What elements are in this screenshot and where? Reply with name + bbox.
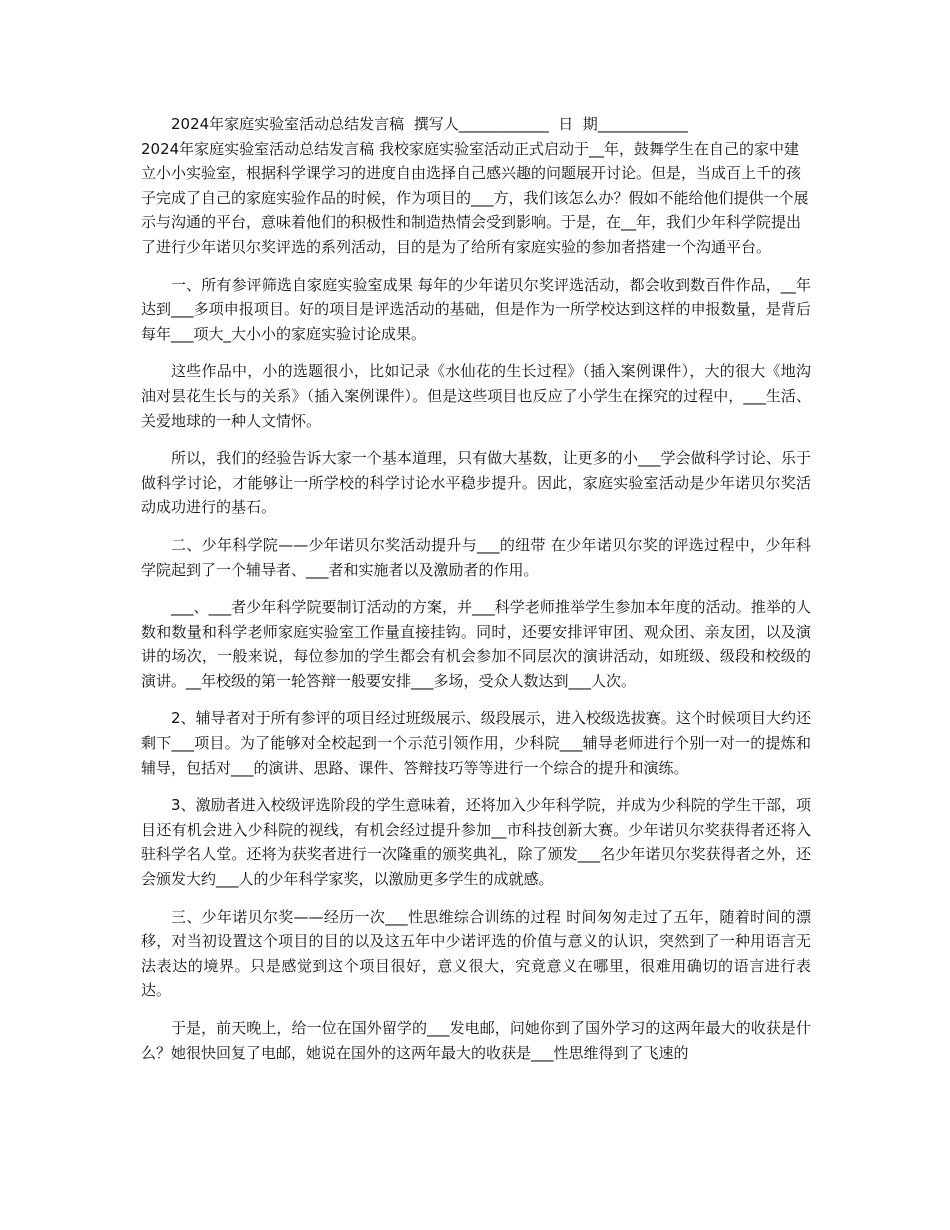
body-paragraph-9: 于是，前天晚上，给一位在国外留学的___发电邮，问她你到了国外学习的这两年最大的收获是什么？她很快回复了电邮，她说在国外的这两年最大的收获是___性思维得到了飞速的 [141, 1019, 811, 1062]
body-paragraph-3: 所以，我们的经验告诉大家一个基本道理，只有做大基数，让更多的小___学会做科学讨论、乐于做科学讨论，才能够让一所学校的科学讨论水平稳步提升。因此，家庭实验室活动是少年诺贝尔奖活动成功进行的基石。 [141, 449, 811, 517]
body-paragraph-5: ___、___者少年科学院要制订活动的方案，并___科学老师推举学生参加本年度的活动。推举的人数和数量和科学老师家庭实验室工作量直接挂钩。同时，还要安排评审团、观众团、亲友团，以及演讲的场次，一般来说，每位参加的学生都会有机会参加不同层次的演讲活动，如班级、级段和校级的演讲。__年校级的第一轮答辩一般要安排___多场，受众人数达到___人次。 [141, 598, 811, 690]
body-paragraph-4: 二、少年科学院——少年诺贝尔奖活动提升与___的纽带 在少年诺贝尔奖的评选过程中，少年科学院起到了一个辅导者、___者和实施者以及激励者的作用。 [141, 535, 811, 579]
body-paragraph-8: 三、少年诺贝尔奖——经历一次___性思维综合训练的过程 时间匆匆走过了五年，随着时间的漂移，对当初设置这个项目的目的以及这五年中少诺评选的价值与意义的认识，突然到了一种用语言无法表达的境界。只是感觉到这个项目很好，意义很大，究竟意义在哪里，很难用确切的语言进行表达。 [141, 907, 811, 1000]
document-header-line: 2024年家庭实验室活动总结发言稿 撰写人____________ 日 期____________ [171, 115, 688, 133]
document-intro-paragraph: 2024年家庭实验室活动总结发言稿 我校家庭实验室活动正式启动于__年，鼓舞学生在自己的家中建立小小实验室，根据科学课学习的进度自由选择自己感兴趣的问题展开讨论。但是，当成百上千的孩子完成了自己的家庭实验作品的时候，作为项目的___方，我们该怎么办？假如不能给他们提供一个展示与沟通的平台，意味着他们的积极性和制造热情会受到影响。于是，在__年，我们少年科学院提出了进行少年诺贝尔奖评选的系列活动，目的是为了给所有家庭实验的参加者搭建一个沟通平台。 [141, 139, 809, 256]
body-paragraph-7: 3、激励者进入校级评选阶段的学生意味着，还将加入少年科学院，并成为少科院的学生干部，项目还有机会进入少科院的视线，有机会经过提升参加__市科技创新大赛。少年诺贝尔奖获得者还将入驻科学名人堂。还将为获奖者进行一次隆重的颁奖典礼，除了颁发___名少年诺贝尔奖获得者之外，还会颁发大约___人的少年科学家奖，以激励更多学生的成就感。 [141, 796, 811, 889]
document-body [141, 112, 811, 1078]
body-paragraph-6: 2、辅导者对于所有参评的项目经过班级展示、级段展示，进入校级选拔赛。这个时候项目大约还剩下___项目。为了能够对全校起到一个示范引领作用，少科院___辅导老师进行个别一对一的提炼和辅导，包括对___的演讲、思路、课件、答辩技巧等等进行一个综合的提升和演练。 [141, 709, 811, 777]
body-paragraph-2: 这些作品中，小的选题很小，比如记录《水仙花的生长过程》（插入案例课件），大的很大《地沟油对昙花生长与的关系》（插入案例课件）。但是这些项目也反应了小学生在探究的过程中，___生活、关爱地球的一种人文情怀。 [141, 362, 811, 430]
body-paragraph-1: 一、所有参评筛选自家庭实验室成果 每年的少年诺贝尔奖评选活动，都会收到数百件作品，__年达到___多项申报项目。好的项目是评选活动的基础，但是作为一所学校达到这样的申报数量，是背后每年___项大_大小小的家庭实验讨论成果。 [141, 275, 811, 343]
